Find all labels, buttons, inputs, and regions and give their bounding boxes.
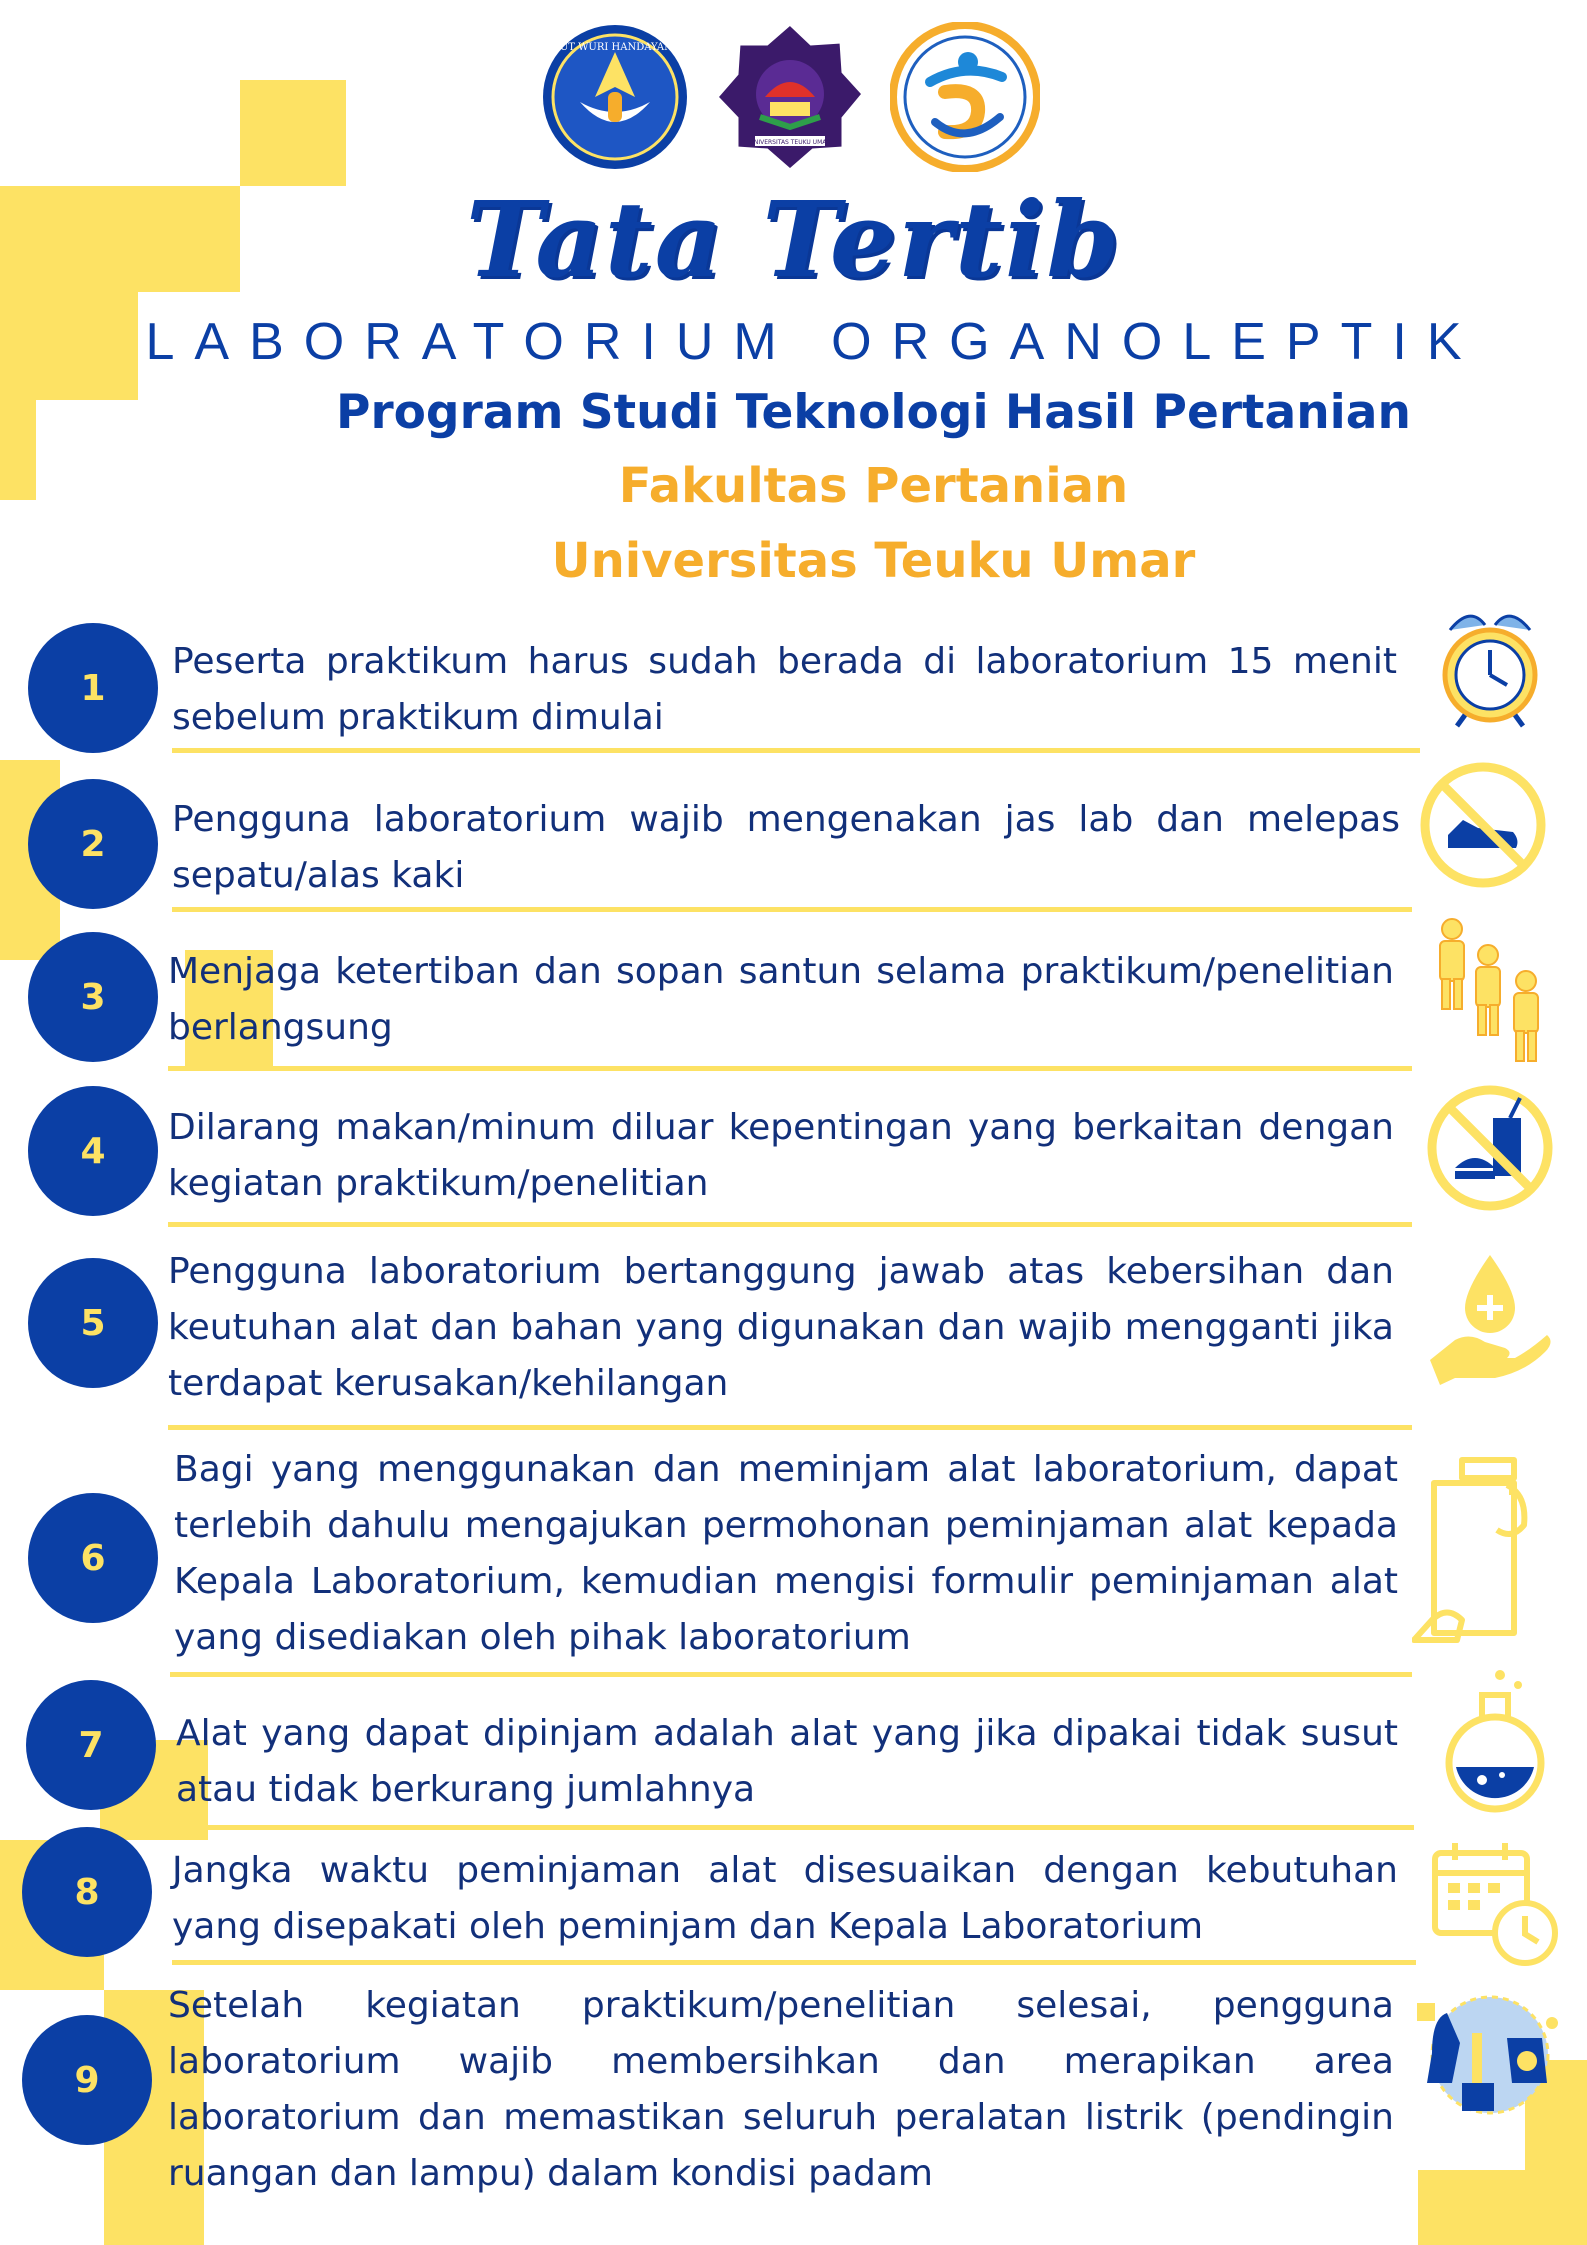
no-shoes-icon [1418,760,1548,890]
alarm-clock-icon [1425,600,1555,730]
header [0,0,1587,600]
logo-left-text: TUT WURI HANDAYANI [553,42,677,53]
faculty-name: Fakultas Pertanian [618,458,1129,514]
rule-text: Alat yang dapat dipinjam adalah alat yang jika dipakai tidak susut atau tidak berkurang jumlahnya [176,1713,1398,1810]
rule-text: Pengguna laboratorium wajib mengenakan jas lab dan melepas sepatu/alas kaki [172,799,1400,896]
rule-text: Peserta praktikum harus sudah berada di laboratorium 15 menit sebelum praktikum dimulai [172,641,1397,738]
divider [168,1425,1412,1430]
rule-number-badge: 4 [28,1086,158,1216]
logo-mid-text: UNIVERSITAS TEUKU UMAR [749,139,831,146]
divider [172,907,1412,912]
program-logo [890,22,1040,172]
rule-text: Bagi yang menggunakan dan meminjam alat laboratorium, dapat terlebih dahulu mengajukan permohonan peminjaman alat kepada Kepala Laboratorium, kemudian mengisi formulir peminjaman alat yang disediakan oleh pihak laboratorium [174,1449,1398,1658]
flask-icon [1430,1665,1560,1815]
university-teuku-umar-logo [715,22,865,172]
rule-number-badge: 1 [28,623,158,753]
divider [168,1066,1412,1071]
rule-number-badge: 5 [28,1258,158,1388]
document-handover-icon [1412,1455,1552,1660]
decor-block [1418,2170,1587,2245]
rule-text: Dilarang makan/minum diluar kepentingan yang berkaitan dengan kegiatan praktikum/penelitian [168,1107,1394,1204]
people-queue-icon [1430,915,1560,1065]
page-title: Tata Tertib [465,178,1122,301]
program-name: Program Studi Teknologi Hasil Pertanian [336,385,1411,440]
no-food-drink-icon [1425,1083,1555,1213]
logo-row [540,22,1050,192]
tut-wuri-handayani-logo [540,22,690,172]
university-name: Universitas Teuku Umar [551,533,1196,589]
rule-text: Setelah kegiatan praktikum/penelitian selesai, pengguna laboratorium wajib membersihkan dan merapikan area laboratorium dan memastikan seluruh peralatan listrik (pendingin ruangan dan lampu) dalam kondisi padam [168,1985,1394,2194]
divider [170,1672,1412,1677]
calendar-clock-icon [1430,1838,1560,1968]
rule-text: Pengguna laboratorium bertanggung jawab atas kebersihan dan keutuhan alat dan bahan yang digunakan dan wajib mengganti jika terdapat kerusakan/kehilangan [168,1251,1394,1404]
rule-text: Menjaga ketertiban dan sopan santun selama praktikum/penelitian berlangsung [168,951,1394,1048]
divider [172,1960,1416,1965]
cleaning-icon [1412,1983,1567,2123]
hand-drop-icon [1425,1250,1555,1390]
divider [168,1222,1412,1227]
rule-number-badge: 6 [28,1493,158,1623]
rule-number-badge: 3 [28,932,158,1062]
rule-number-badge: 2 [28,779,158,909]
divider [172,748,1420,753]
divider [176,1825,1414,1830]
rule-text: Jangka waktu peminjaman alat disesuaikan dengan kebutuhan yang disepakati oleh peminjam dan Kepala Laboratorium [172,1850,1398,1947]
rule-number-badge: 9 [22,2015,152,2145]
rule-number-badge: 8 [22,1827,152,1957]
page-subtitle: LABORATORIUM ORGANOLEPTIK [145,313,1482,371]
rule-number-badge: 7 [26,1680,156,1810]
